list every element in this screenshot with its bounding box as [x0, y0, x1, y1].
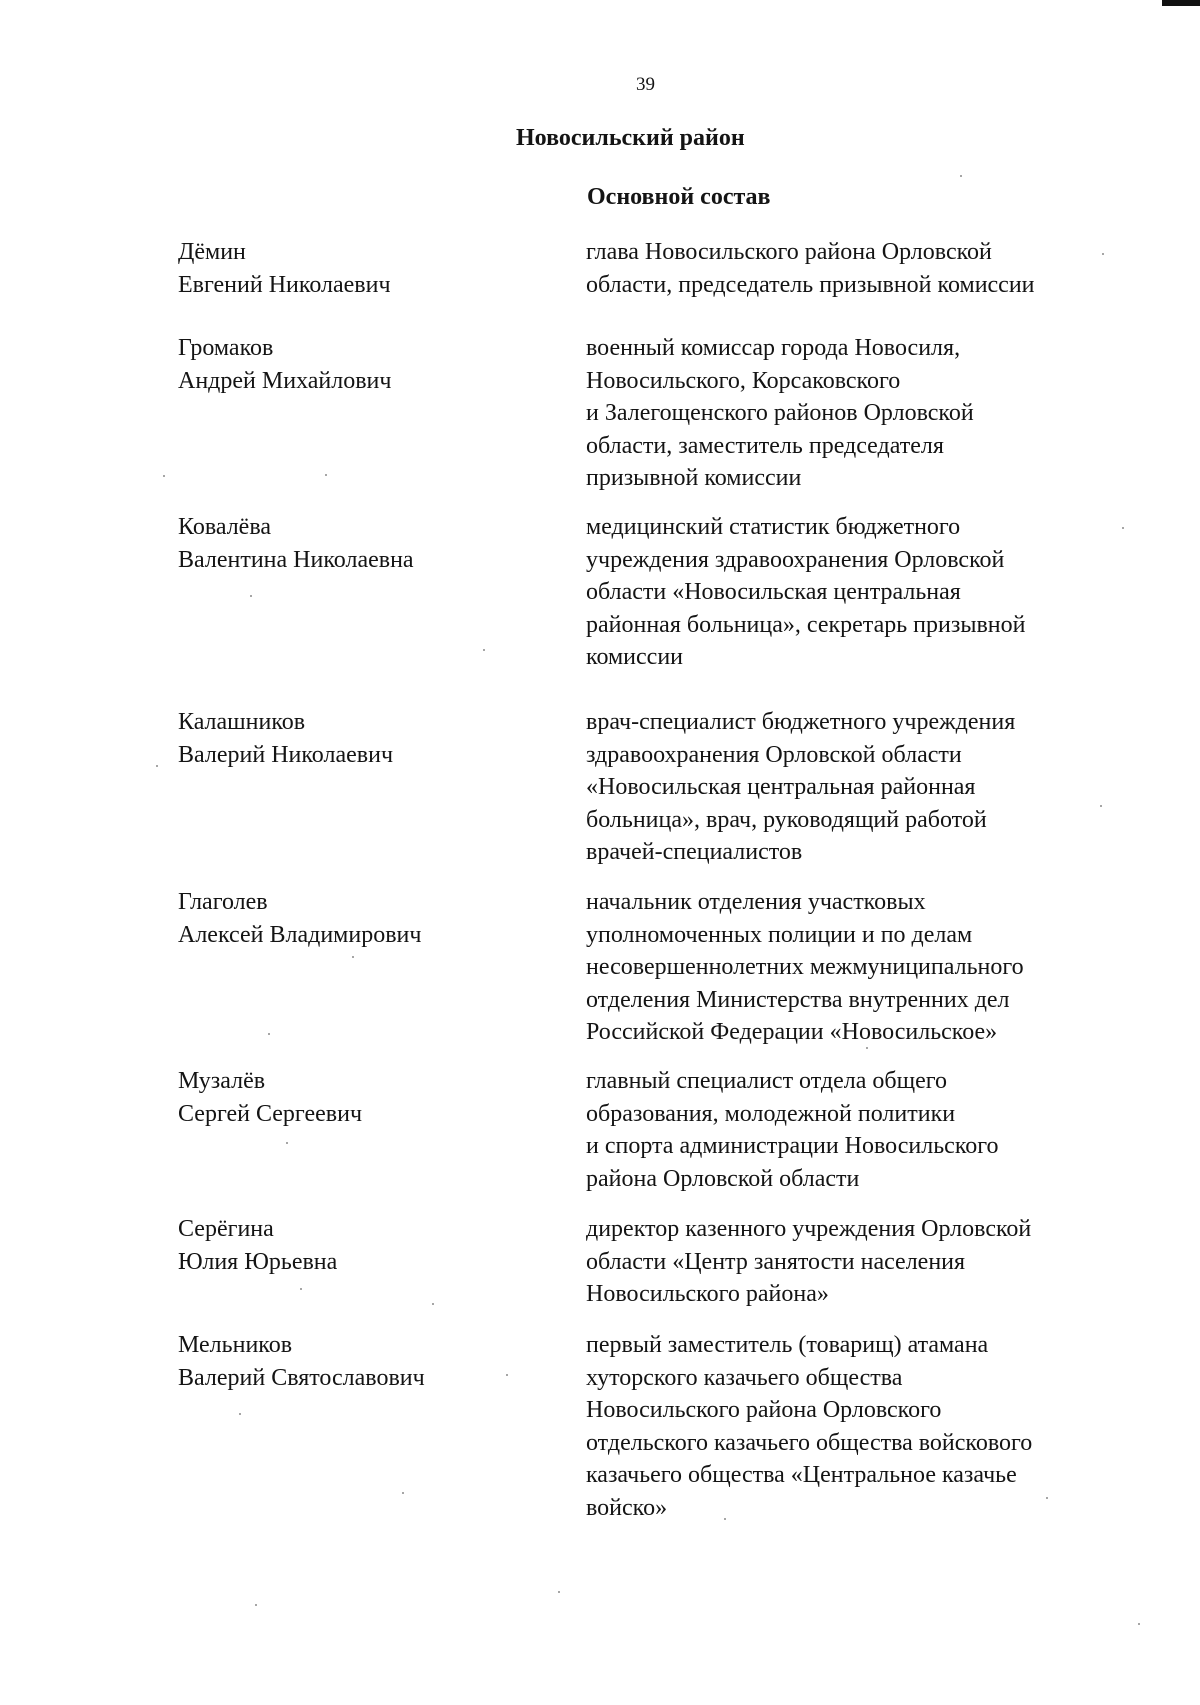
- member-name: [178, 236, 538, 301]
- member-surname: Дёмин: [178, 239, 246, 265]
- scan-speck: [1122, 527, 1124, 529]
- section-title: Основной состав: [587, 184, 771, 210]
- scan-speck: [960, 175, 962, 177]
- member-surname: Серёгина: [178, 1216, 274, 1242]
- member-surname: Калашников: [178, 709, 306, 735]
- role-line: области, председатель призывной комиссии: [586, 271, 1035, 298]
- scan-speck: [255, 1604, 257, 1606]
- scan-speck: [1046, 1497, 1048, 1499]
- role-line: Новосильского района»: [586, 1281, 829, 1307]
- member-name: [178, 511, 538, 576]
- role-line: врач-специалист бюджетного учреждения: [586, 709, 1016, 735]
- role-line: хуторского казачьего общества: [586, 1364, 903, 1391]
- member-given-names: Юлия Юрьевна: [178, 1248, 338, 1275]
- member-role: [586, 1065, 1146, 1195]
- role-line: медицинский статистик бюджетного: [586, 514, 961, 540]
- member-given-names: Андрей Михайлович: [178, 367, 392, 394]
- scan-speck: [325, 474, 327, 476]
- scan-speck: [300, 1288, 302, 1290]
- scan-speck: [483, 649, 485, 651]
- role-line: области, заместитель председателя: [586, 432, 944, 459]
- member-role: [586, 1213, 1146, 1311]
- member-given-names: Алексей Владимирович: [178, 921, 422, 948]
- member-name: [178, 886, 538, 951]
- member-given-names: Валентина Николаевна: [178, 546, 414, 573]
- role-line: директор казенного учреждения Орловской: [586, 1216, 1032, 1242]
- role-line: района Орловской области: [586, 1165, 860, 1192]
- member-role: [586, 236, 1146, 301]
- role-line: призывной комиссии: [586, 465, 802, 491]
- district-title: Новосильский район: [516, 125, 745, 151]
- member-name: [178, 332, 538, 397]
- member-role: [586, 511, 1146, 674]
- role-line: комиссии: [586, 644, 684, 670]
- scan-speck: [268, 1033, 270, 1035]
- member-role: [586, 706, 1146, 869]
- member-role: [586, 332, 1146, 495]
- role-line: уполномоченных полиции и по делам: [586, 921, 973, 948]
- scan-speck: [239, 1413, 241, 1415]
- role-line: Российской Федерации «Новосильское»: [586, 1019, 998, 1045]
- role-line: врачей-специалистов: [586, 839, 803, 865]
- role-line: казачьего общества «Центральное казачье: [586, 1462, 1017, 1488]
- scan-speck: [286, 1142, 288, 1144]
- scan-speck: [1138, 1623, 1140, 1625]
- role-line: глава Новосильского района Орловской: [586, 239, 992, 265]
- scan-speck: [156, 765, 158, 767]
- role-line: районная больница», секретарь призывной: [586, 611, 1026, 638]
- scan-speck: [352, 956, 354, 958]
- role-line: «Новосильская центральная районная: [586, 774, 976, 800]
- member-name: [178, 706, 538, 771]
- scan-speck: [163, 475, 165, 477]
- member-surname: Мельников: [178, 1332, 293, 1358]
- member-name: [178, 1065, 538, 1130]
- scan-speck: [1102, 253, 1104, 255]
- role-line: войско»: [586, 1494, 668, 1521]
- scan-speck: [866, 1047, 868, 1049]
- member-surname: Музалёв: [178, 1068, 266, 1094]
- scan-speck: [724, 1518, 726, 1520]
- member-name: [178, 1329, 538, 1394]
- role-line: учреждения здравоохранения Орловской: [586, 546, 1005, 573]
- member-given-names: Сергей Сергеевич: [178, 1100, 363, 1127]
- scan-speck: [250, 595, 252, 597]
- role-line: и Залегощенского районов Орловской: [586, 400, 974, 426]
- member-name: [178, 1213, 538, 1278]
- role-line: первый заместитель (товарищ) атамана: [586, 1332, 989, 1358]
- corner-scan-mark: [1162, 0, 1200, 6]
- role-line: и спорта администрации Новосильского: [586, 1133, 999, 1159]
- role-line: главный специалист отдела общего: [586, 1068, 947, 1094]
- member-given-names: Евгений Николаевич: [178, 271, 391, 298]
- role-line: начальник отделения участковых: [586, 889, 926, 915]
- member-role: [586, 1329, 1146, 1524]
- role-line: отдельского казачьего общества войскового: [586, 1429, 1033, 1456]
- scan-speck: [506, 1374, 508, 1376]
- role-line: области «Новосильская центральная: [586, 579, 961, 605]
- role-line: Новосильского, Корсаковского: [586, 367, 901, 394]
- role-line: несовершеннолетних межмуниципального: [586, 954, 1024, 980]
- scan-speck: [432, 1303, 434, 1305]
- role-line: Новосильского района Орловского: [586, 1397, 942, 1423]
- member-role: [586, 886, 1146, 1049]
- scan-speck: [558, 1591, 560, 1593]
- scan-speck: [402, 1492, 404, 1494]
- role-line: отделения Министерства внутренних дел: [586, 986, 1010, 1013]
- role-line: области «Центр занятости населения: [586, 1248, 966, 1275]
- member-surname: Глаголев: [178, 889, 268, 915]
- scan-speck: [1100, 805, 1102, 807]
- member-given-names: Валерий Святославович: [178, 1364, 425, 1391]
- role-line: больница», врач, руководящий работой: [586, 806, 987, 833]
- page-number: 39: [636, 74, 655, 95]
- role-line: здравоохранения Орловской области: [586, 741, 962, 768]
- role-line: военный комиссар города Новосиля,: [586, 335, 961, 361]
- role-line: образования, молодежной политики: [586, 1100, 956, 1127]
- member-surname: Ковалёва: [178, 514, 271, 540]
- member-given-names: Валерий Николаевич: [178, 741, 394, 768]
- member-surname: Громаков: [178, 335, 274, 361]
